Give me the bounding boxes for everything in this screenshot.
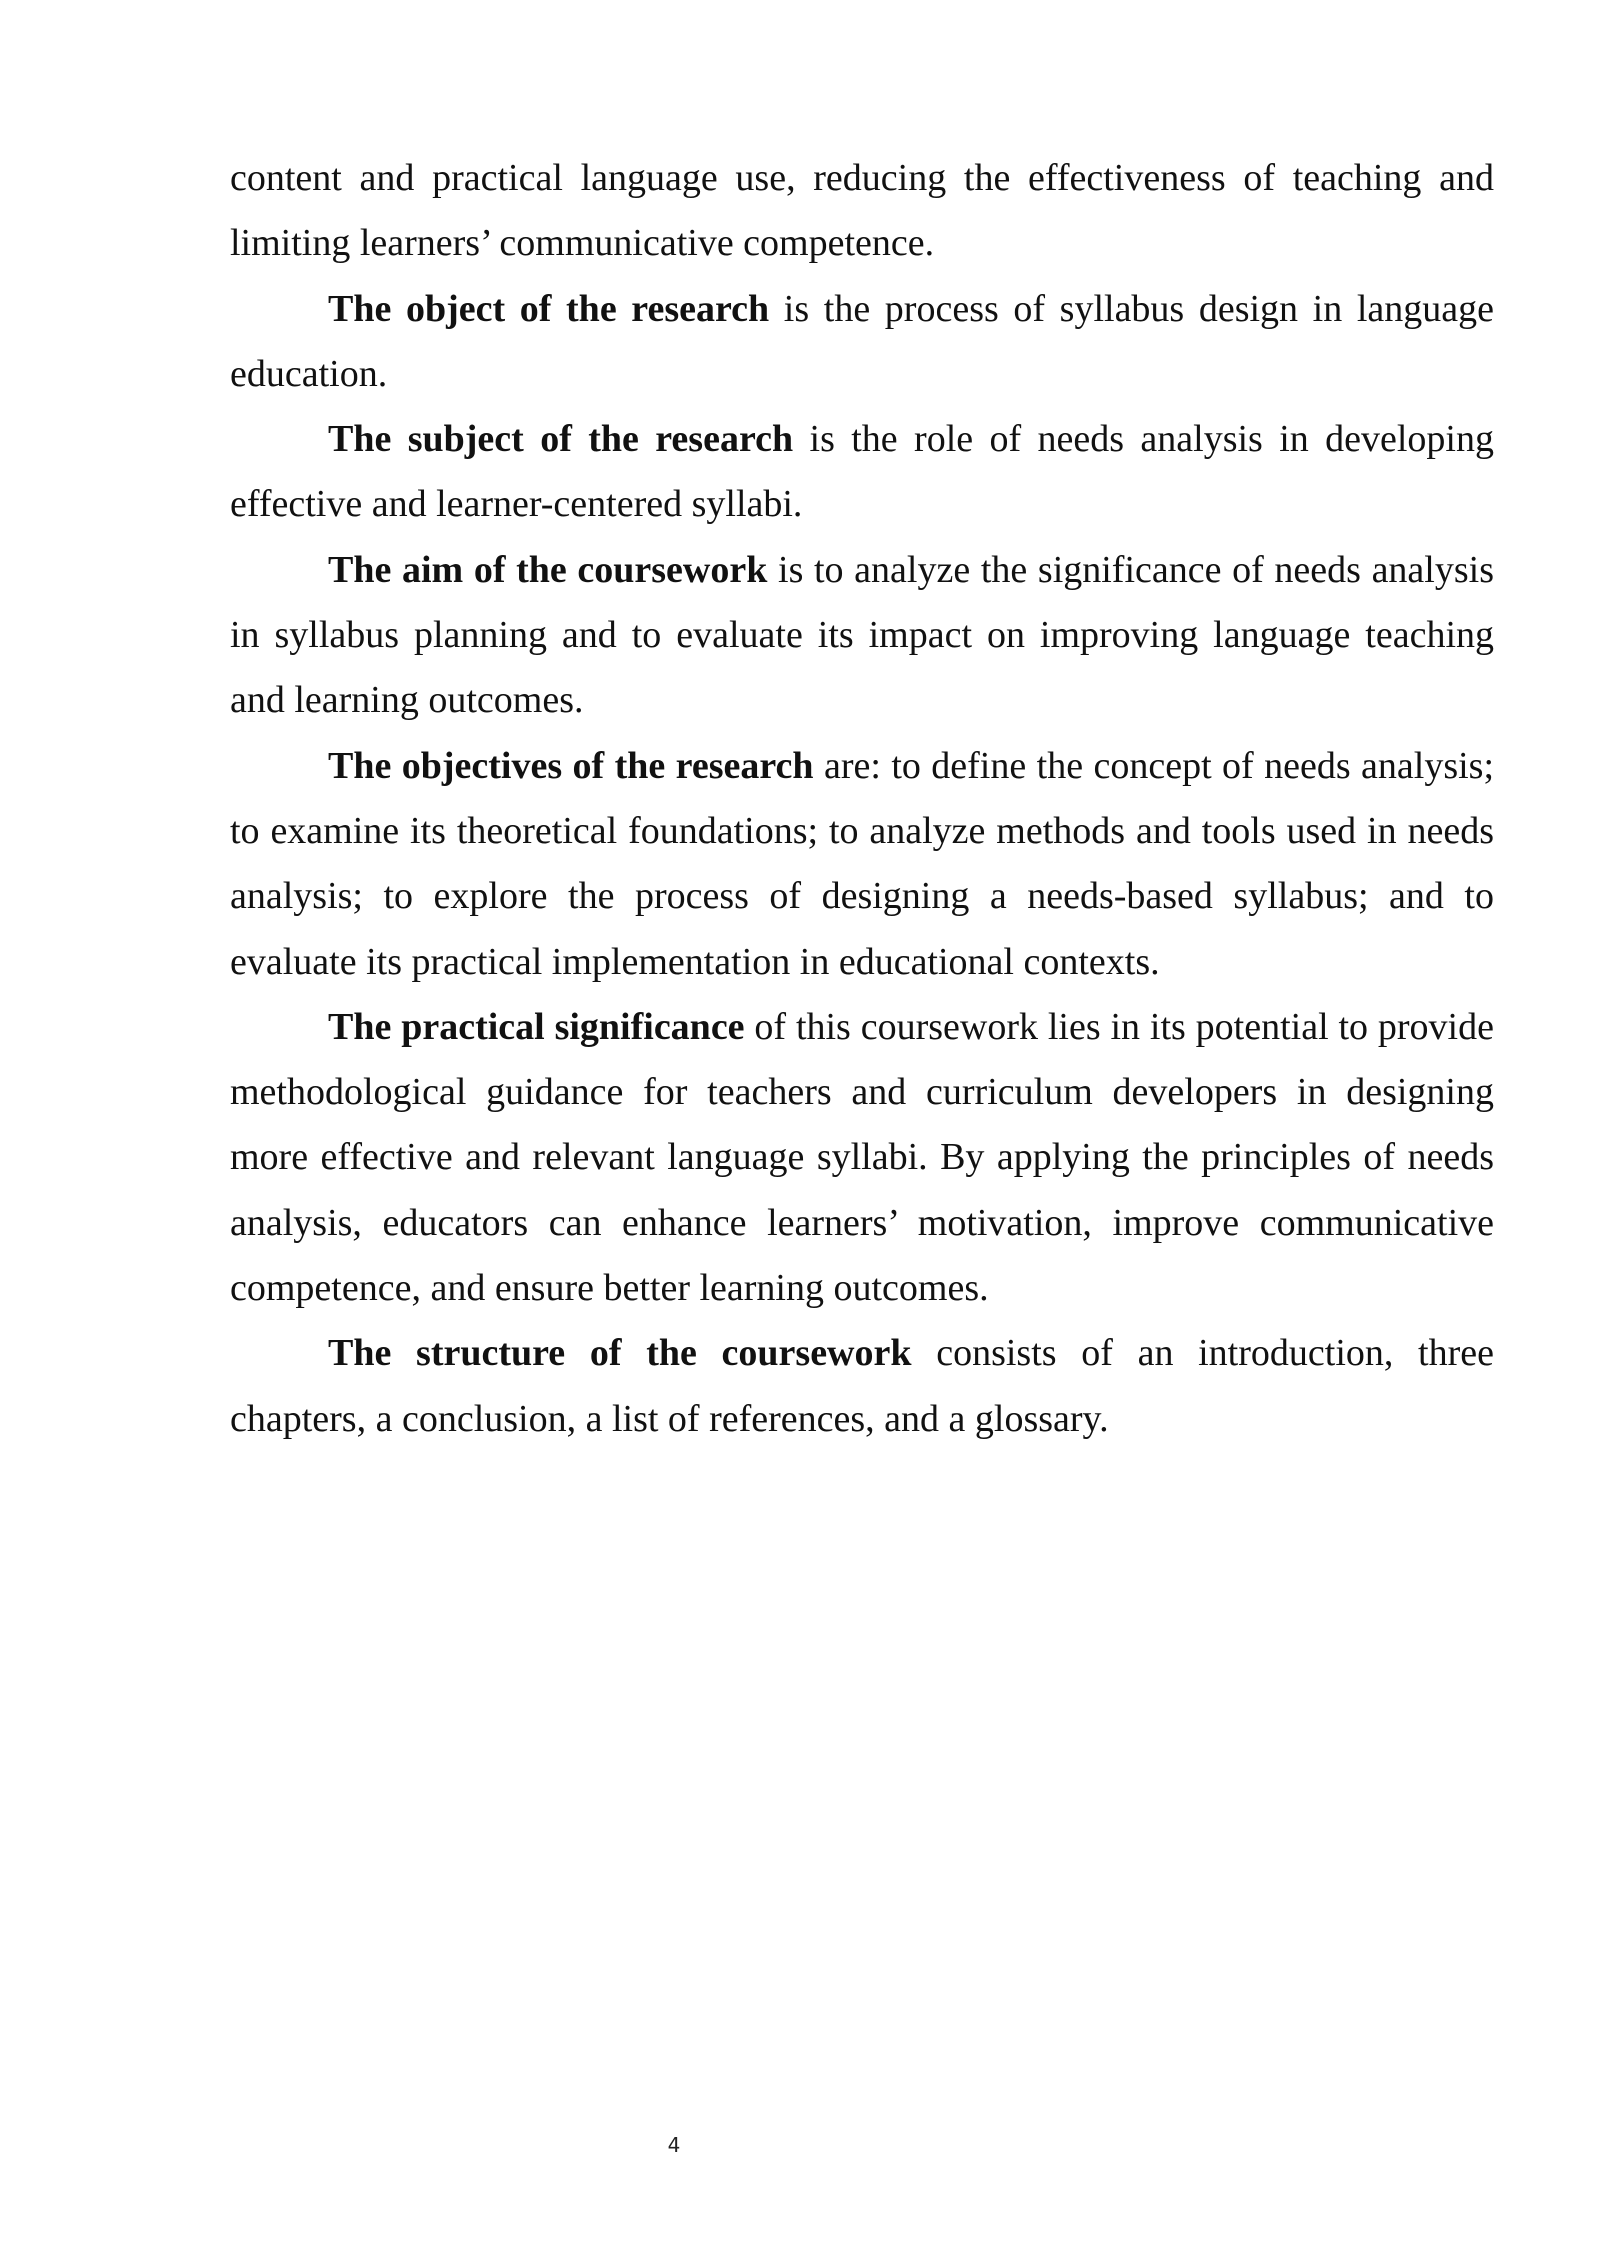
paragraph-practical-significance — [230, 995, 1494, 1321]
paragraph-text: are: to define the concept of needs analysis; to examine its theoretical foundations; to analyze methods and tools used in needs analysis; to explore the process of designing a needs-based syllabus; and to evaluate its practical implementation in educational contexts. — [230, 744, 1495, 983]
paragraph-lead: The practical significance — [328, 1005, 745, 1048]
paragraph-objectives — [230, 734, 1494, 995]
paragraph-aim — [230, 538, 1494, 734]
paragraph-continuation — [230, 146, 1494, 277]
paragraph-text: of this coursework lies in its potential to provide methodological guidance for teachers and curriculum developers in designing more effective and relevant language syllabi. By applying the principles of needs analysis, educators can enhance learners’ motivation, improve communicative competence, and ensure better learning outcomes. — [230, 1005, 1494, 1310]
paragraph-text: content and practical language use, reducing the effectiveness of teaching and limiting learners’ communicative competence. — [230, 157, 1494, 265]
paragraph-text: is the process of syllabus design in language education. — [230, 287, 1494, 395]
paragraph-lead: The object of the research — [328, 287, 770, 330]
paragraph-text: is the role of needs analysis in developing effective and learner-centered syllabi. — [230, 418, 1494, 526]
paragraph-lead: The subject of the research — [328, 418, 794, 461]
page-number: 4 — [667, 2133, 681, 2157]
paragraph-text: is to analyze the significance of needs analysis in syllabus planning and to evaluate its impact on improving language teaching and learning outcomes. — [230, 548, 1494, 722]
paragraph-object — [230, 277, 1494, 408]
paragraph-lead: The structure of the coursework — [328, 1332, 912, 1375]
paragraph-structure — [230, 1321, 1494, 1452]
paragraph-lead: The aim of the coursework — [328, 548, 768, 591]
paragraph-text: consists of an introduction, three chapters, a conclusion, a list of references, and a glossary. — [230, 1332, 1495, 1440]
paragraph-subject — [230, 407, 1494, 538]
body-text — [230, 146, 1494, 1452]
paragraph-lead: The objectives of the research — [328, 744, 814, 787]
